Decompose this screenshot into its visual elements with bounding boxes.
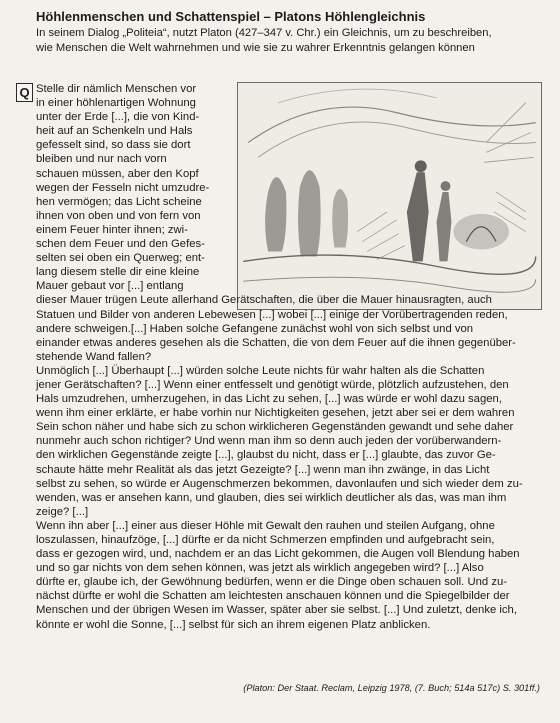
page-title: Höhlenmenschen und Schattenspiel – Platons Höhlengleichnis [36, 9, 426, 24]
text-line: einem Feuer hinter ihnen; zwi- [36, 223, 188, 236]
text-line: nächst dürfte er wohl die Schatten am leichtesten anschauen können und die Spiegelbilder der [36, 590, 510, 603]
text-line: dieser Mauer trügen Leute allerhand Gerätschaften, die über die Mauer hinausragten, auch [36, 294, 492, 307]
text-line: Mauer gebaut vor [...] entlang [36, 280, 184, 293]
quote-text [36, 82, 548, 632]
intro-line: In seinem Dialog „Politeia“, nutzt Platon (427–347 v. Chr.) ein Gleichnis, um zu beschreiben, [36, 27, 492, 39]
text-line: lang diesem stelle dir eine kleine [36, 266, 200, 279]
text-line: selten sei oben ein Querweg; ent- [36, 252, 205, 265]
text-line: wenden, was er ansehen kann, und glauben, dies sei wirklich deutlicher als das, was man ihm [36, 491, 507, 504]
quote-marker: Q [16, 83, 33, 102]
text-line: andere schweigen.[...] Haben solche Gefangene zunächst wohl von sich selbst und von [36, 322, 474, 335]
text-line: selbst zu sehen, so würde er Augenschmerzen bekommen, davonlaufen und sich wieder dem zu- [36, 477, 523, 490]
text-line: und so gar nichts von dem sehen können, was jetzt als wirklich angegeben wird? [...] Also [36, 562, 484, 575]
text-line: Stelle dir nämlich Menschen vor [36, 83, 197, 95]
intro-line: wie Menschen die Welt wahrnehmen und wie sie zu wahrer Erkenntnis gelangen können [36, 41, 475, 54]
text-line: dürfte er, glaube ich, der Gewöhnung bedürfen, wenn er die Dinge oben schauen soll. Und zu- [36, 576, 508, 589]
text-line: heit auf an Schenkeln und Hals [36, 125, 193, 138]
text-line: Hals umzudrehen, umherzugehen, in das Licht zu sehen, [...] was würde er wohl dazu sagen, [36, 393, 502, 406]
text-line: den wirklichen Gegenstände zeigte [...], glaubst du nicht, dass er [...] glaubte, das zuvor Ge- [36, 449, 496, 462]
text-line: nunmehr auch schon richtiger? Und wenn man ihm so denn auch jeden der vorüberwandern- [36, 435, 502, 448]
text-line: Menschen und der übrigen Wesen im Wasser, später aber sie selbst. [...] Und zuletzt, denke ich, [36, 604, 517, 617]
text-line: gefesselt sind, so dass sie dort [36, 139, 191, 152]
text-line: unter der Erde [...], die von Kind- [36, 111, 200, 124]
text-line: bleiben und nur nach vorn [36, 153, 167, 166]
text-line: in einer höhlenartigen Wohnung [36, 97, 196, 110]
text-line: wegen der Fesseln nicht umzudre- [36, 181, 210, 194]
text-line: zeige? [...] [36, 505, 89, 518]
text-line: schauen müssen, aber den Kopf [36, 167, 199, 180]
source-citation: (Platon: Der Staat. Reclam, Leipzig 1978, (7. Buch; 514a 517c) S. 301ff.) [243, 683, 540, 693]
text-line: Sein schon näher und habe sich zu schon wirklicheren Gegenständen gewandt und sehe daher [36, 421, 514, 434]
text-line: ihnen von oben und von fern von [36, 209, 201, 222]
text-line: jener Gerätschaften? [...] Wenn einer entfesselt und genötigt würde, plötzlich aufzustehen, den [36, 378, 509, 391]
text-line: Statuen und Bilder von anderen Lebewesen [...] wobei [...] einige der Vorübertragenden reden, [36, 308, 508, 321]
text-line: Wenn ihn aber [...] einer aus dieser Höhle mit Gewalt den rauhen und steilen Aufgang, ohne [36, 519, 495, 532]
text-line: stehende Wand fallen? [36, 350, 152, 363]
text-line: könnte er wohl die Sonne, [...] selbst für sich an ihrem eigenen Platz anblicken. [36, 618, 431, 631]
text-line: schen dem Feuer und den Gefes- [36, 238, 205, 251]
text-line: dass er gezogen wird, und, nachdem er an das Licht gekommen, die Augen voll Blendung haben [36, 548, 520, 561]
text-line: Unmöglich [...] Überhaupt [...] würden solche Leute nichts für wahr halten als die Schatten [36, 364, 485, 377]
intro-paragraph [36, 26, 548, 55]
text-line: einander etwas anderes gesehen als die Schatten, die von dem Feuer auf die ihnen gegenüber- [36, 336, 516, 349]
text-line: hen vermögen; das Licht scheine [36, 195, 202, 208]
text-line: loszulassen, hinaufzöge, [...] dürfte er da nicht Schmerzen empfinden und aufgebracht sein, [36, 534, 495, 546]
text-line: wenn ihm einer erklärte, er habe vorhin nur Nichtigkeiten gesehen, jetzt aber sei er dem wahren [36, 407, 515, 420]
text-line: schaute hätte mehr Realität als das jetzt Gezeigte? [...] wenn man ihn zwänge, in das Licht [36, 463, 490, 476]
